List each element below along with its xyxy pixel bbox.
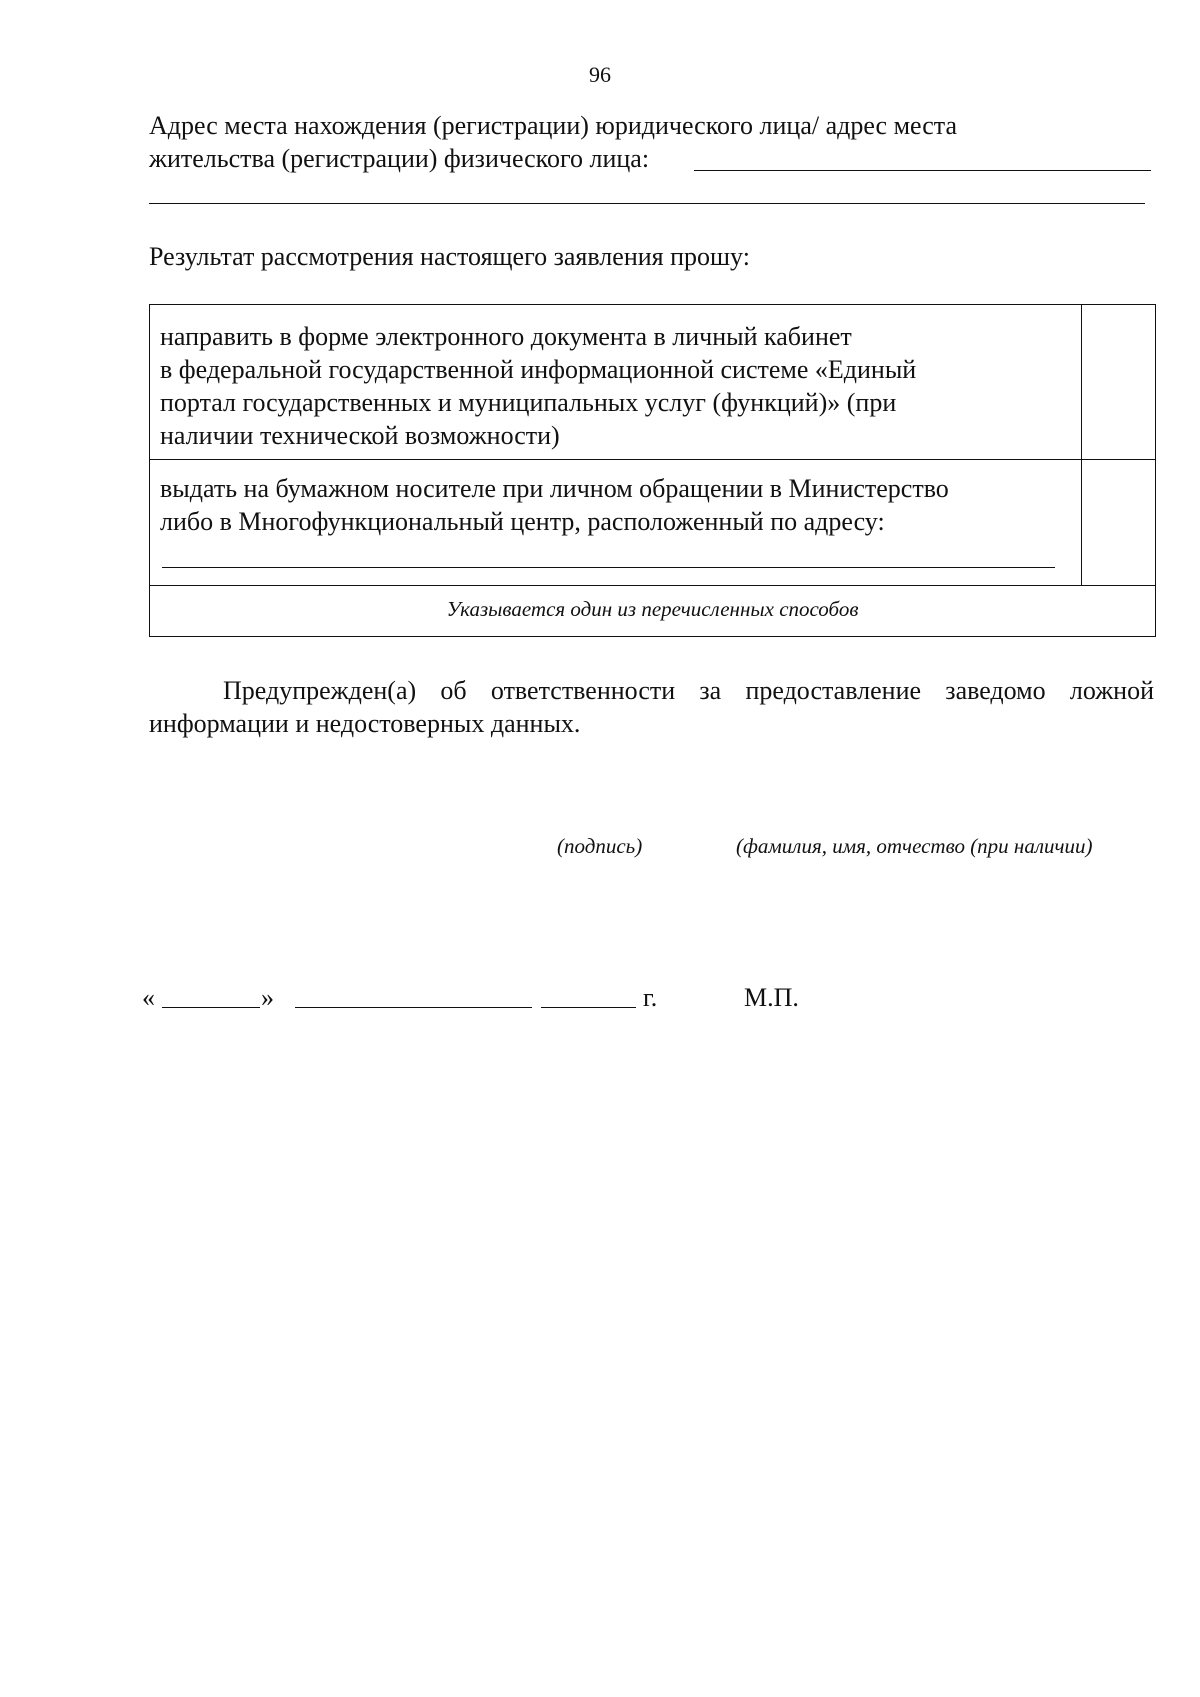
date-close-quote: » (261, 983, 274, 1012)
stamp-placeholder: М.П. (744, 983, 799, 1012)
table-row-divider (150, 459, 1155, 460)
date-month-input[interactable] (295, 1007, 532, 1008)
result-intro: Результат рассмотрения настоящего заявления прошу: (149, 242, 750, 271)
option-electronic-line4: наличии технической возможности) (160, 421, 560, 450)
table-row-divider (150, 585, 1155, 586)
date-open-quote: « (142, 983, 155, 1012)
full-name-caption: (фамилия, имя, отчество (при наличии) (736, 834, 1093, 858)
option-paper-line1: выдать на бумажном носителе при личном обращении в Министерство (160, 474, 949, 503)
date-year-input[interactable] (541, 1007, 636, 1008)
address-input-line2[interactable] (149, 203, 1145, 204)
address-input-line1[interactable] (694, 170, 1151, 171)
signature-caption: (подпись) (557, 834, 643, 858)
liability-warning: Предупрежден(а) об ответственности за предоставление заведомо ложной информации и недостоверных данных. (149, 676, 1154, 738)
address-label-line1: Адрес места нахождения (регистрации) юридического лица/ адрес места (149, 111, 957, 140)
date-day-input[interactable] (162, 1007, 260, 1008)
date-year-suffix: г. (643, 983, 658, 1012)
table-column-divider (1081, 305, 1082, 585)
delivery-options-table (149, 304, 1156, 637)
option-electronic-line1: направить в форме электронного документа в личный кабинет (160, 322, 852, 351)
option-paper-line2: либо в Многофункциональный центр, расположенный по адресу: (160, 507, 885, 536)
option-electronic-checkbox[interactable] (1083, 305, 1155, 459)
options-hint: Указывается один из перечисленных способов (446, 597, 859, 621)
page-number: 96 (589, 62, 611, 87)
address-label-line2: жительства (регистрации) физического лица: (149, 144, 650, 173)
option-electronic-line3: портал государственных и муниципальных услуг (функций)» (при (160, 388, 897, 417)
option-paper-address-input[interactable] (162, 567, 1055, 568)
option-paper-checkbox[interactable] (1083, 461, 1155, 585)
option-electronic-line2: в федеральной государственной информационной системе «Единый (160, 355, 917, 384)
